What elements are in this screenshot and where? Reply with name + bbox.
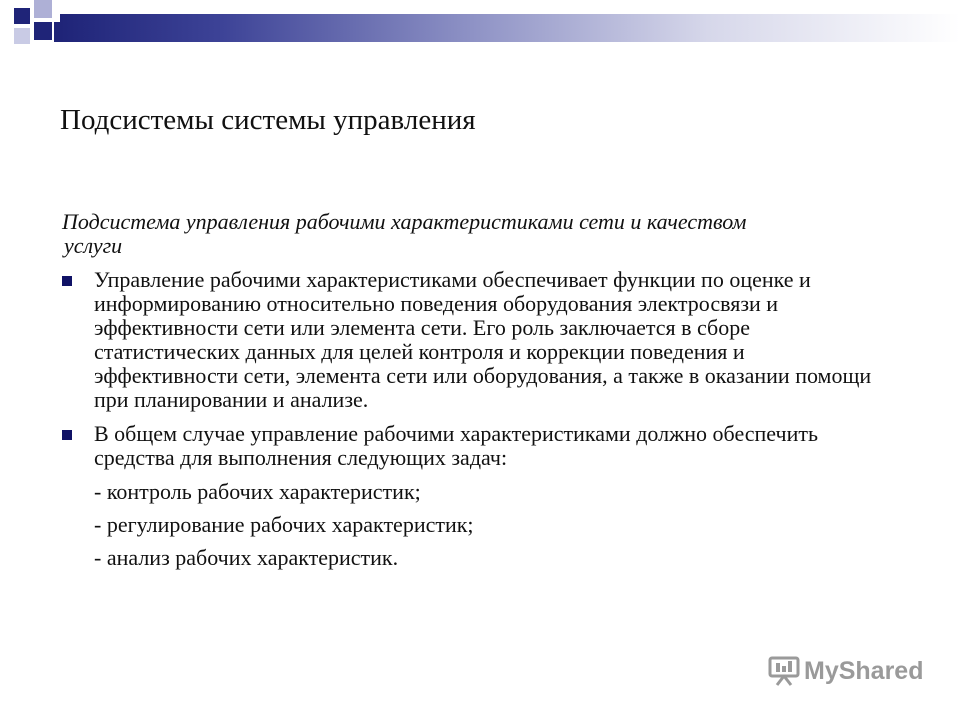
square-bullet-icon xyxy=(62,430,72,440)
decor-square xyxy=(14,28,30,44)
bullet-item-1 xyxy=(62,268,892,412)
slide-title: Подсистемы системы управления xyxy=(60,104,476,136)
bullet-item-2 xyxy=(62,422,892,470)
decor-square xyxy=(54,22,62,42)
sub-item-2: - регулирование рабочих характеристик; xyxy=(94,512,474,537)
decor-square xyxy=(34,0,52,18)
header-decoration xyxy=(0,0,960,50)
subheading-line-1: Подсистема управления рабочими характеристиками сети и качеством xyxy=(62,209,747,234)
subheading-line-2: услуги xyxy=(64,233,123,258)
slide-content xyxy=(62,210,892,579)
header-gradient-bar xyxy=(60,14,960,42)
sub-item-1: - контроль рабочих характеристик; xyxy=(94,479,421,504)
watermark xyxy=(768,656,923,686)
bullet-text: В общем случае управление рабочими характеристиками должно обеспечить средства для выполнения следующих задач: xyxy=(94,421,819,470)
bullet-text: Управление рабочими характеристиками обеспечивает функции по оценке и информированию относительно поведения оборудования электросвязи и эффективности сети или элемента сети. Его роль заключается в сборе статистических данных для целей контроля и коррекции поведения и эффективности сети, элемента сети или оборудования, а также в оказании помощи при планировании и анализе. xyxy=(94,267,872,412)
watermark-text: MyShared xyxy=(804,656,924,685)
presentation-board-icon xyxy=(768,656,800,686)
sub-item-3: - анализ рабочих характеристик. xyxy=(94,545,399,570)
subheading xyxy=(62,210,892,258)
square-bullet-icon xyxy=(62,276,72,286)
decor-square xyxy=(34,22,52,40)
decor-square xyxy=(14,8,30,24)
